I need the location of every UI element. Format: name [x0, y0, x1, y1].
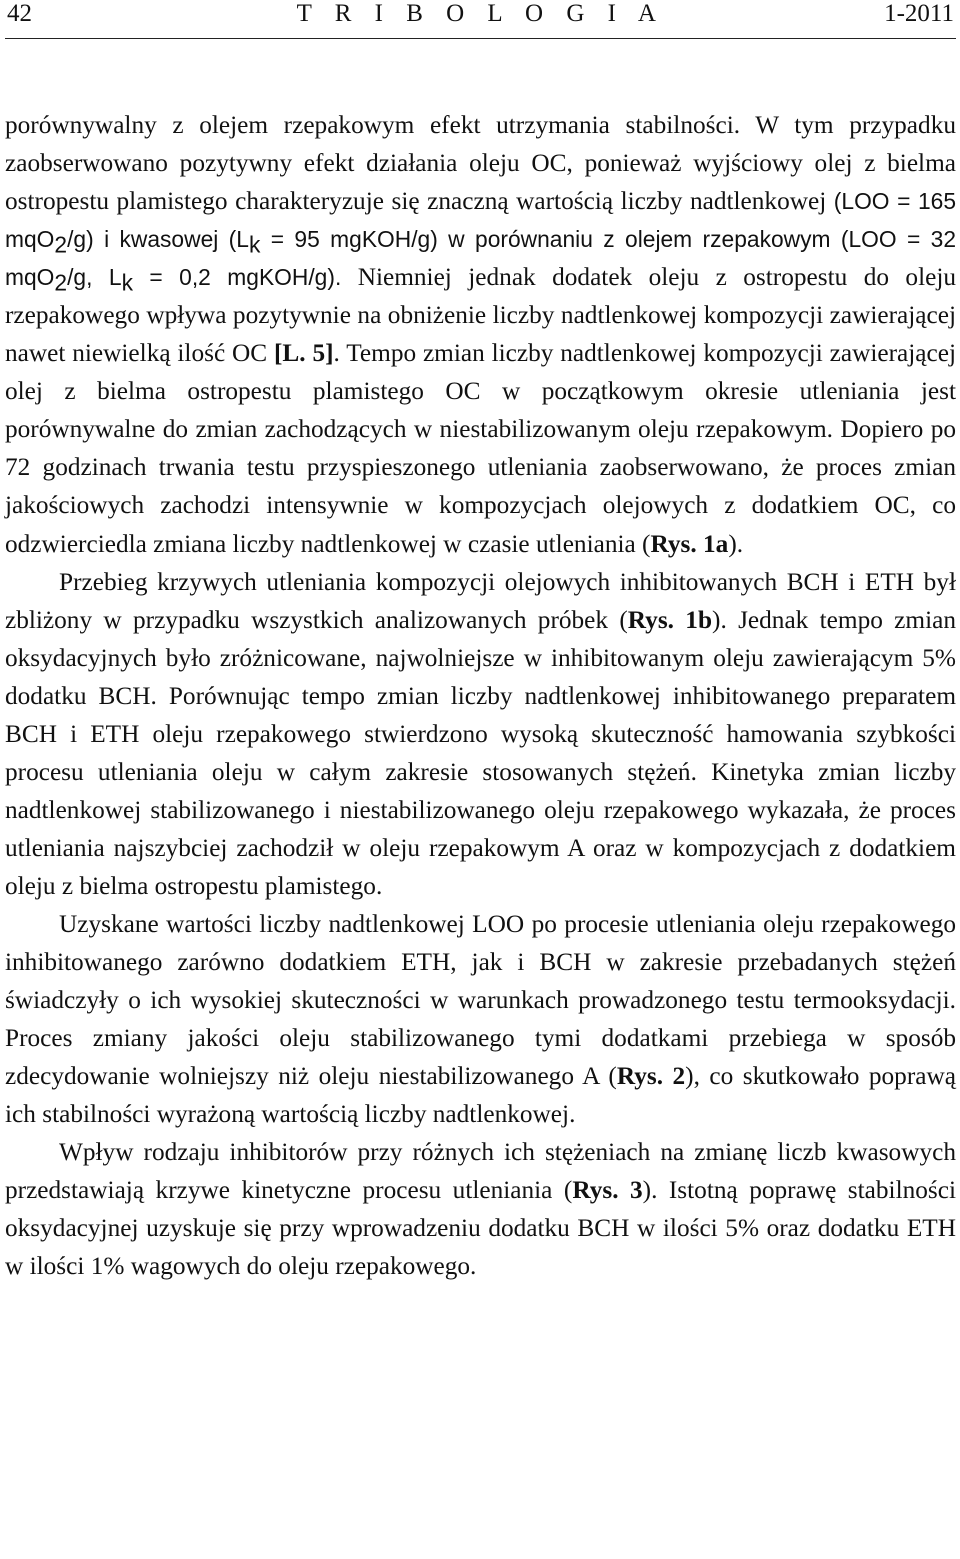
p1-lk-95: = 95 mgKOH/g) w porównaniu z olejem rzepakowym (LOO = 32 mqO [5, 226, 957, 291]
p3-fig-ref-2: Rys. 2 [616, 1062, 686, 1091]
p3-text-a: Uzyskane wartości liczby nadtlenkowej LOO po procesie utleniania oleju rzepakowego inhibitowanego zarówno dodatkiem ETH, jak i BCH w zakresie przebadanych stężeń świadczyły o ich wysokiej skuteczności w warunkach prowadzonego testu termooksydacji. Proces zmiany jakości oleju stabilizowanego tymi dodatkami przebiega w sposób zdecydowanie wolniejszy niż oleju niestabilizowanego A ( [5, 909, 956, 1091]
running-header [5, 0, 956, 39]
p1-text-c: . Tempo zmian liczby nadtlenkowej kompozycji zawierającej olej z bielma ostropestu plamistego OC w początkowym okresie utleniania jest porównywalne do zmian zachodzących w niestabilizowanym oleju rzepakowym. Dopiero po 72 godzinach trwania testu przyspieszonego utleniania zaobserwowano, że proces zmian jakościowych zachodzi intensywnie w kompozycjach olejowych z dodatkiem OC, co odzwierciedla zmiana liczby nadtlenkowej w czasie utleniania ( [5, 339, 956, 558]
p1-fig-ref-1a: Rys. 1a [650, 529, 729, 558]
p4-text-b: ). Istotną poprawę stabilności oksydacyjnej uzyskuje się przy wprowadzeniu dodatku BCH w ilości 5% oraz dodatku ETH w ilości 1% wagowych do oleju rzepakowego. [5, 1176, 956, 1281]
p4-fig-ref-3: Rys. 3 [572, 1176, 643, 1205]
p1-ref-l5: [L. 5] [274, 339, 334, 368]
p1-sub-kb: k [121, 269, 133, 296]
journal-title: T R I B O L O G I A [296, 0, 665, 27]
p2-text-b: ). Jednak tempo zmian oksydacyjnych było zróżnicowane, najwolniejsze w inhibitowanym oleju zawierającym 5% dodatku BCH. Porównując tempo zmian liczby nadtlenkowej inhibitowanego preparatem BCH i ETH oleju rzepakowego stwierdzono wysoką skuteczność hamowania szybkości procesu utleniania oleju w całym zakresie stosowanych stężeń. Kinetyka zmian liczby nadtlenkowej stabilizowanego i niestabilizowanego oleju rzepakowego wykazała, że proces utleniania najszybciej zachodził w oleju rzepakowym A oraz w kompozycjach z dodatkiem oleju z bielma ostropestu plamistego. [5, 605, 956, 900]
p2-fig-ref-1b: Rys. 1b [627, 605, 713, 634]
p1-text-a: porównywalny z olejem rzepakowym efekt utrzymania stabilności. W tym przypadku zaobserwowano pozytywny efekt działania oleju OC, ponieważ wyjściowy olej z bielma ostropestu plamistego charakteryzuje się znaczną wartością liczby nadtlenkowej [5, 111, 956, 216]
page-number: 42 [7, 0, 32, 27]
p3-text-b: ), co skutkowało poprawą ich stabilności wyrażoną wartością liczby nadtlenkowej. [5, 1062, 956, 1129]
p1-loo-165: (LOO = 165 mqO [5, 188, 956, 253]
p1-kwasowej: /g) i kwasowej (L [67, 226, 249, 253]
p1-sub-2b: 2 [54, 269, 68, 296]
paragraph-2 [5, 563, 956, 905]
p1-sub-ka: k [248, 231, 261, 258]
paragraph-4 [5, 1133, 956, 1285]
issue-number: 1-2011 [884, 0, 954, 27]
paragraph-3 [5, 905, 956, 1133]
p1-lk-02: = 0,2 mgKOH/g). [132, 264, 342, 291]
p1-g-lk: /g, L [67, 264, 122, 291]
p4-text-a: Wpływ rodzaju inhibitorów przy różnych ich stężeniach na zmianę liczb kwasowych przedstawiają krzywe kinetyczne procesu utleniania ( [5, 1138, 956, 1205]
p1-sub-2a: 2 [54, 231, 68, 258]
paragraph-1 [5, 106, 956, 563]
p1-text-b: Niemniej jednak dodatek oleju z ostropestu do oleju rzepakowego wpływa pozytywnie na obniżenie liczby nadtlenkowej kompozycji zawierającej nawet niewielką ilość OC [5, 263, 956, 368]
p1-text-d: ). [728, 529, 744, 558]
p2-text-a: Przebieg krzywych utleniania kompozycji olejowych inhibitowanych BCH i ETH był zbliżony w przypadku wszystkich analizowanych próbek ( [5, 567, 956, 634]
article-body [5, 106, 956, 1285]
